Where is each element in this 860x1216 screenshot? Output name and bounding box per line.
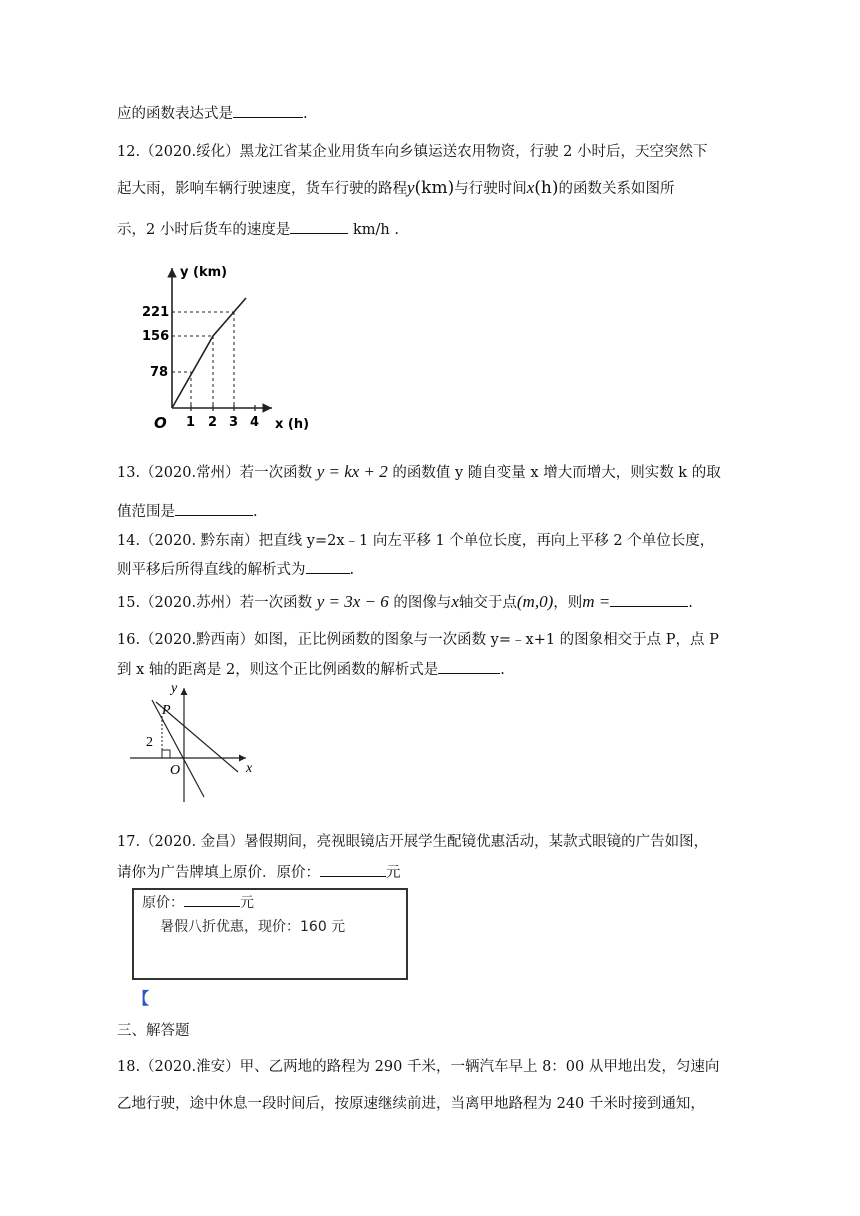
answer-blank[interactable]: [233, 103, 303, 118]
x-tick-3: 3: [229, 415, 239, 430]
y-tick-156: 156: [142, 329, 170, 344]
bracket-mark: 【: [133, 989, 150, 1008]
var-m: m =: [582, 592, 611, 611]
q16-line-1: 16.（2020.黔西南）如图，正比例函数的图象与一次函数 y=﹣x+1 的图象相交于点 P，点 P: [117, 632, 719, 648]
q16-line-2: [117, 659, 505, 680]
q17-text: 请你为广告牌填上原价．原价：: [117, 865, 320, 881]
y-axis-label: y (km): [180, 265, 228, 280]
ad-price-blank[interactable]: [184, 892, 240, 907]
origin-label: O: [170, 763, 181, 778]
q14-text: 则平移后所得直线的解析式为: [117, 562, 306, 578]
function-line: [172, 298, 246, 408]
ad-unit: 元: [240, 895, 254, 911]
unit-h: (h): [534, 178, 559, 198]
proportional-line: [152, 700, 204, 797]
period: .: [303, 106, 308, 122]
equation: y = 3x − 6: [316, 592, 389, 611]
q13-line-1: [117, 462, 721, 483]
q12-line-3: [117, 219, 399, 240]
period: .: [500, 662, 505, 678]
q18-line-1: 18.（2020.淮安）甲、乙两地的路程为 290 千米，一辆汽车早上 8：00 从甲地出发，匀速向: [117, 1059, 720, 1075]
var-x: x: [451, 592, 459, 611]
q13-text: 的函数值 y 随自变量 x 增大而增大，则实数 k 的取: [392, 465, 721, 481]
q12-text: 示，2 小时后货车的速度是: [117, 222, 291, 238]
q16-text: 到 x 轴的距离是 2，则这个正比例函数的解析式是: [117, 662, 439, 678]
q15-line: [117, 592, 693, 613]
section-heading: 三、解答题: [117, 1023, 190, 1039]
q13-text: 13.（2020.常州）若一次函数: [117, 465, 313, 481]
x-tick-4: 4: [250, 415, 260, 430]
period: .: [688, 595, 693, 611]
right-angle-mark: [162, 750, 170, 758]
distance-time-graph: [140, 258, 320, 438]
q12-text: 的函数关系如图所: [558, 181, 675, 197]
x-axis-label: x (h): [275, 417, 310, 432]
q17-line-1: 17.（2020. 金昌）暑假期间，亮视眼镜店开展学生配镜优惠活动，某款式眼镜的广告如图，: [117, 834, 709, 850]
intersection-graph: [126, 680, 266, 805]
x-label: x: [246, 761, 253, 776]
answer-blank[interactable]: [290, 219, 348, 234]
y-label: y: [171, 681, 178, 696]
x-tick-1: 1: [186, 415, 196, 430]
period: .: [349, 562, 355, 578]
guide-lines: [172, 312, 234, 408]
period: .: [253, 504, 258, 520]
q18-line-2: 乙地行驶，途中休息一段时间后，按原速继续前进，当离甲地路程为 240 千米时接到通知，: [117, 1096, 705, 1112]
equation: y = kx + 2: [316, 462, 388, 481]
q13-text: 值范围是: [117, 504, 175, 520]
advertisement-box: [132, 888, 408, 980]
answer-blank[interactable]: [610, 592, 688, 607]
y-tick-221: 221: [142, 305, 170, 320]
q12-line-2: [117, 178, 675, 199]
distance-label: 2: [146, 735, 153, 750]
q17-text: 元: [386, 865, 401, 881]
var-x: x: [526, 178, 535, 197]
ad-original-price: [142, 892, 254, 912]
q12-text: km/h .: [348, 222, 399, 238]
q11-tail-text: 应的函数表达式是: [117, 106, 233, 122]
q15-text: ，则: [553, 595, 583, 611]
ad-promo: 暑假八折优惠，现价：160 元: [160, 919, 346, 935]
q14-line-1: 14.（2020. 黔东南）把直线 y=2x﹣1 向左平移 1 个单位长度，再向上平移 2 个单位长度，: [117, 533, 715, 549]
answer-blank[interactable]: [438, 659, 500, 674]
unit-km: (km): [414, 178, 455, 198]
point-p-label: P: [162, 703, 171, 718]
q12-text: 起大雨，影响车辆行驶速度，货车行驶的路程: [117, 181, 407, 197]
y-tick-78: 78: [150, 365, 169, 380]
q12-line-1: 12.（2020.绥化）黑龙江省某企业用货车向乡镇运送农用物资，行驶 2 小时后，天空突然下: [117, 144, 708, 160]
ad-original-label: 原价：: [142, 895, 184, 911]
q14-line-2: [117, 559, 354, 580]
point-m0: (m,0): [516, 592, 554, 611]
q13-line-2: [117, 501, 258, 522]
x-tick-2: 2: [208, 415, 218, 430]
q17-line-2: [117, 862, 401, 883]
answer-blank[interactable]: [175, 501, 253, 516]
q15-text: 15.（2020.苏州）若一次函数: [117, 595, 313, 611]
q12-text: 与行驶时间: [454, 181, 527, 197]
q11-tail-line: [117, 103, 308, 124]
answer-blank[interactable]: [320, 862, 386, 877]
origin-label: O: [154, 414, 167, 432]
q15-text: 轴交于点: [458, 595, 517, 611]
var-y: y: [407, 178, 415, 197]
answer-blank[interactable]: [306, 559, 350, 574]
q15-text: 的图像与: [393, 595, 452, 611]
